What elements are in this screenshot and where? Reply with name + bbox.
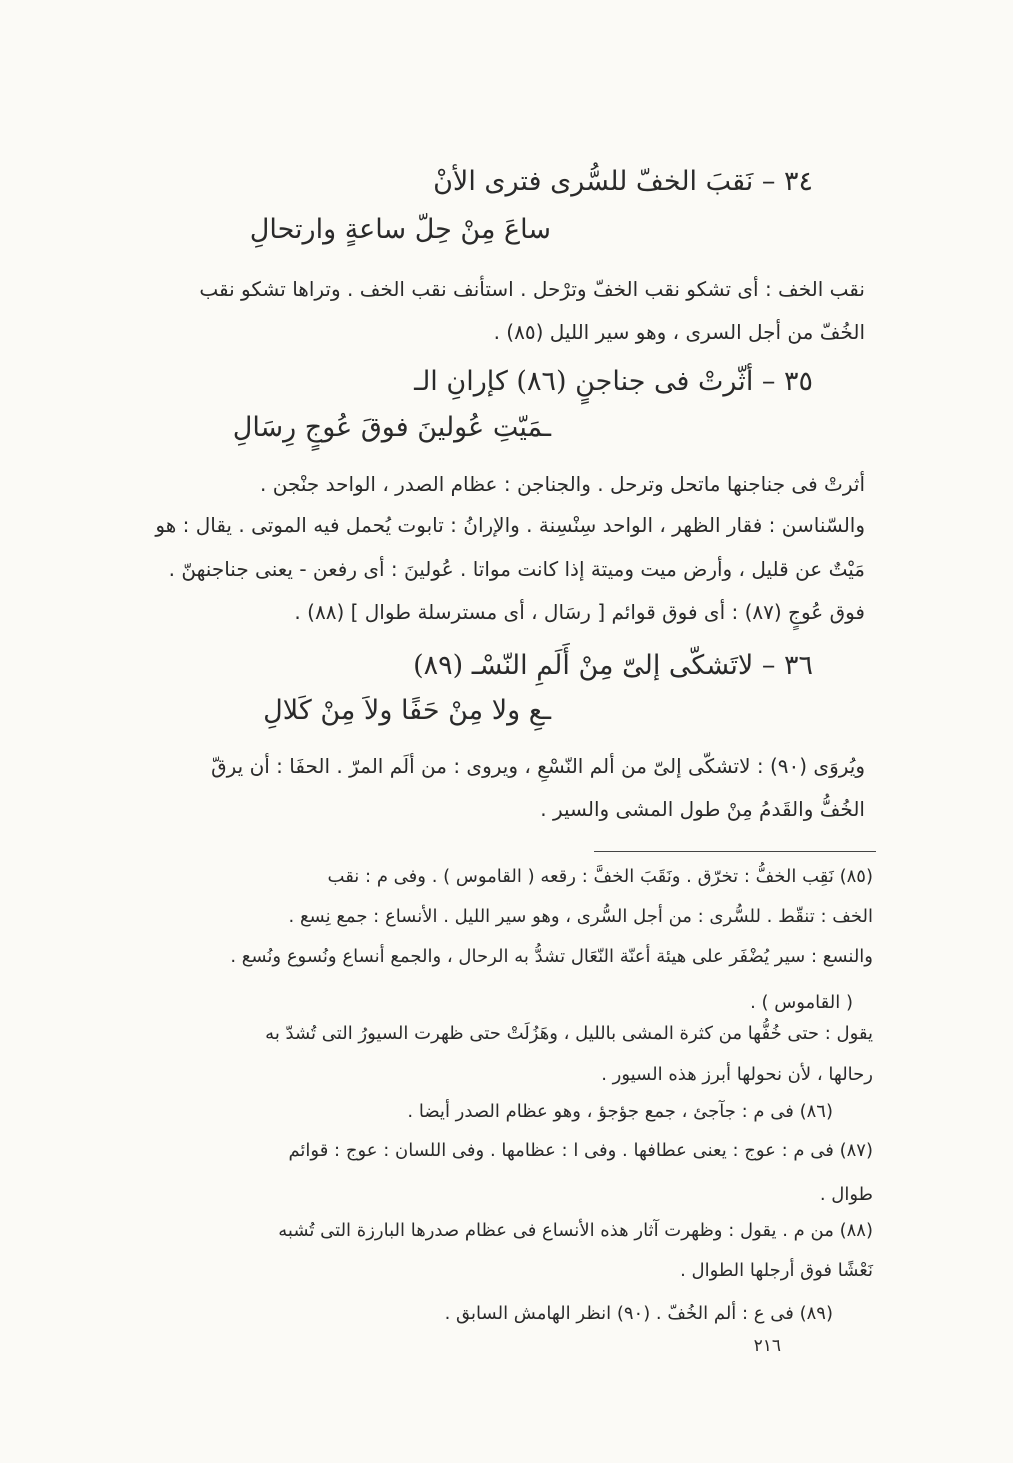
commentary-34-line-2: الخُفّ من أجل السرى ، وهو سير الليل (٨٥) .: [493, 320, 865, 344]
commentary-34-line-1: نقب الخف : أى تشكو نقب الخفّ وترْحل . استأنف نقب الخف . وتراها تشكو نقب: [199, 277, 865, 301]
footnote-line: يقول : حتى خُفُّها من كثرة المشى بالليل ، وهَزُلَتْ حتى ظهرت السيورُ التى تُشدّ به: [265, 1023, 873, 1044]
footnote-line: ( القاموس ) .: [750, 992, 853, 1013]
footnote-line: الخف : تنقّط . للسُّرى : من أجل السُّرى ، وهو سير الليل . الأنساع : جمع نِسع .: [288, 906, 873, 927]
commentary-35-line-1: أثرتْ فى جناجنها ماتحل وترحل . والجناجن : عظام الصدر ، الواحد جنْجن .: [259, 472, 865, 496]
footnote-line: (٨٩) فى ع : ألم الخُفّ . (٩٠) انظر الهامش السابق .: [444, 1303, 833, 1324]
commentary-36-line-2: الخُفُّ والقَدمُ مِنْ طول المشى والسير .: [540, 797, 865, 821]
footnote-separator: [594, 851, 876, 852]
page-number: ٢١٦: [753, 1336, 781, 1356]
verse-34-line-1: ٣٤ – نَقبَ الخفّ للسُّرى فترى الأنْ: [433, 166, 813, 197]
footnote-line: (٨٦) فى م : جآجئ ، جمع جؤجؤ ، وهو عظام الصدر أيضا .: [407, 1101, 833, 1122]
footnote-line: (٨٥) نَقِب الخفُّ : تخرّق . ونَقَبَ الخفَّ : رقعه ( القاموس ) . وفى م : نقب: [327, 866, 873, 887]
commentary-35-line-3: مَيْتٌ عن قليل ، وأرض ميت وميتة إذا كانت مواتا . عُولينَ : أى رفعن - يعنى جناجنهنّ .: [168, 557, 865, 581]
commentary-36-line-1: ويُروَى (٩٠) : لاتشكّى إلىّ من ألم النّسْعِ ، ويروى : من ألَم المرّ . الحفَا : أن يرقّ: [211, 754, 865, 778]
footnote-line: (٨٧) فى م : عوج : يعنى عطافها . وفى ا : عظامها . وفى اللسان : عوج : قوائم: [288, 1140, 873, 1161]
footnote-line: والنسع : سير يُضْفَر على هيئة أعنّة النّعَال تشدُّ به الرحال ، والجمع أنساع ونُسوع ونُسع .: [230, 946, 873, 967]
verse-35-line-1: ٣٥ – أثّرتْ فى جناجنٍ (٨٦) كإرانِ الـ: [414, 366, 813, 397]
commentary-35-line-2: والسّناسن : فقار الظهر ، الواحد سِنْسِنة . والإرانُ : تابوت يُحمل فيه الموتى . يقال : هو: [155, 513, 865, 537]
footnote-line: نَعْشًا فوق أرجلها الطوال .: [680, 1260, 873, 1281]
verse-36-line-1: ٣٦ – لاتَشكّى إلىّ مِنْ أَلَمِ النّسْـ (٨٩): [413, 650, 813, 681]
verse-36-line-2: ـعِ ولا مِنْ حَفًا ولاَ مِنْ كَلالِ: [263, 695, 551, 726]
verse-34-line-2: ساعَ مِنْ حِلّ ساعةٍ وارتحالِ: [249, 214, 551, 245]
commentary-35-line-4: فوق عُوجٍ (٨٧) : أى فوق قوائم [ رسَال ، أى مسترسلة طوال ] (٨٨) .: [294, 600, 865, 624]
footnote-line: طوال .: [819, 1184, 873, 1205]
verse-35-line-2: ـمَيّتِ عُولينَ فوقَ عُوجٍ رِسَالِ: [232, 412, 551, 443]
footnote-line: (٨٨) من م . يقول : وظهرت آثار هذه الأنساع فى عظام صدرها البارزة التى تُشبه: [278, 1220, 873, 1241]
footnote-line: رحالها ، لأن نحولها أبرز هذه السيور .: [601, 1064, 873, 1085]
